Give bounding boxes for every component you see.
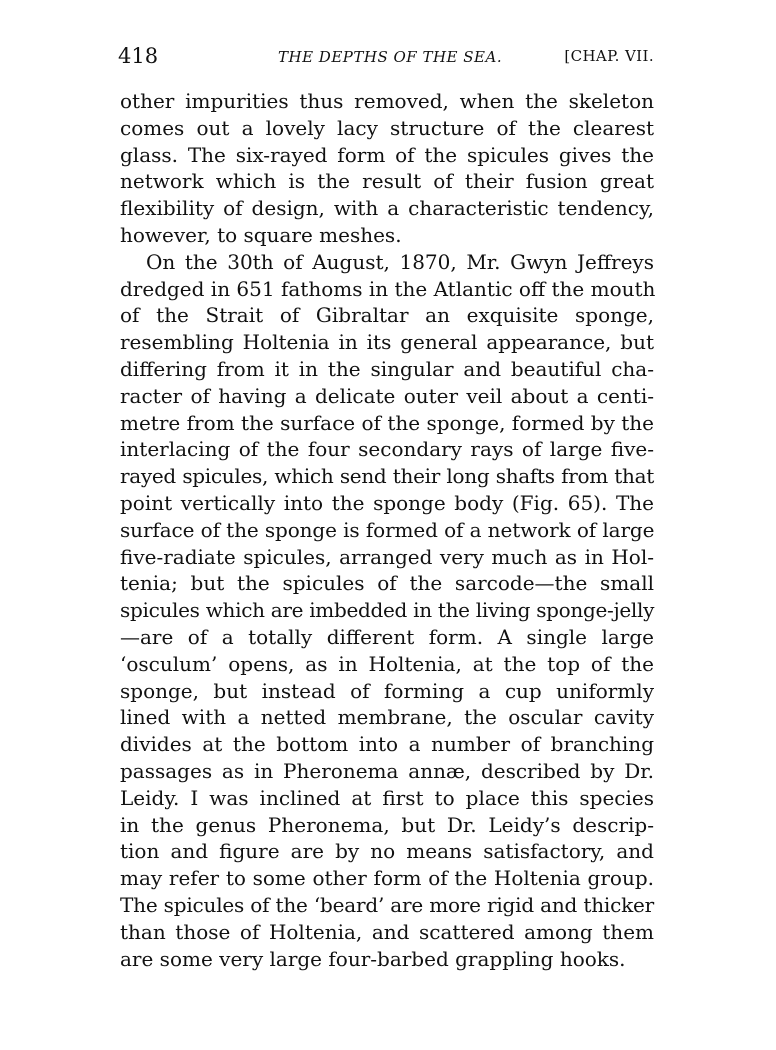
text-line: than those of Holtenia, and scattered among them (120, 919, 654, 944)
text-line: racter of having a delicate outer veil about a centi- (120, 383, 654, 408)
text-line: surface of the sponge is formed of a network of large (120, 517, 655, 542)
text-line: five-radiate spicules, arranged very much as in Hol- (120, 544, 654, 569)
text-line: divides at the bottom into a number of branching (120, 732, 654, 757)
text-line: comes out a lovely lacy structure of the clearest (120, 115, 654, 140)
text-line: however, to square meshes. (120, 222, 402, 247)
chapter-reference: [CHAP. VII. (564, 47, 654, 65)
text-line: On the 30th of August, 1870, Mr. Gwyn Jeffreys (146, 249, 654, 274)
page-number: 418 (118, 44, 159, 68)
text-line: flexibility of design, with a characteristic tendency, (120, 196, 654, 221)
text-line: metre from the surface of the sponge, formed by the (120, 410, 654, 435)
text-line: other impurities thus removed, when the skeleton (120, 89, 654, 113)
text-line: of the Strait of Gibraltar an exquisite sponge, (120, 303, 654, 328)
text-line: differing from it in the singular and beautiful cha- (120, 356, 654, 381)
text-line: in the genus Pheronema, but Dr. Leidy’s descrip- (120, 812, 654, 837)
text-line: tion and figure are by no means satisfactory, and (120, 839, 654, 864)
text-line: sponge, but instead of forming a cup uniformly (120, 678, 654, 703)
text-line: lined with a netted membrane, the oscular cavity (120, 705, 654, 730)
running-title: THE DEPTHS OF THE SEA. (278, 48, 503, 66)
text-line: The spicules of the ‘beard’ are more rigid and thicker (120, 892, 654, 917)
text-line: passages as in Pheronema annæ, described by Dr. (120, 758, 654, 783)
text-line: interlacing of the four secondary rays of large five- (120, 437, 654, 462)
text-line: glass. The six-rayed form of the spicules gives the (120, 142, 654, 167)
text-line: dredged in 651 fathoms in the Atlantic off the mouth (120, 276, 656, 301)
text-line: tenia; but the spicules of the sarcode—the small (120, 571, 654, 596)
text-line: are some very large four-barbed grappling hooks. (120, 946, 626, 971)
text-line: —are of a totally different form. A single large (120, 624, 654, 649)
body-text (120, 88, 654, 972)
text-line: spicules which are imbedded in the living sponge-jelly (120, 598, 655, 623)
text-line: rayed spicules, which send their long shafts from that (120, 464, 654, 489)
text-line: ‘osculum’ opens, as in Holtenia, at the top of the (120, 651, 654, 676)
text-line: may refer to some other form of the Holtenia group. (120, 866, 654, 891)
text-line: point vertically into the sponge body (Fig. 65). The (120, 490, 654, 515)
text-line: resembling Holtenia in its general appearance, but (120, 330, 654, 355)
text-line: Leidy. I was inclined at first to place this species (120, 785, 654, 810)
text-line: network which is the result of their fusion great (120, 169, 654, 194)
running-head (118, 44, 654, 74)
